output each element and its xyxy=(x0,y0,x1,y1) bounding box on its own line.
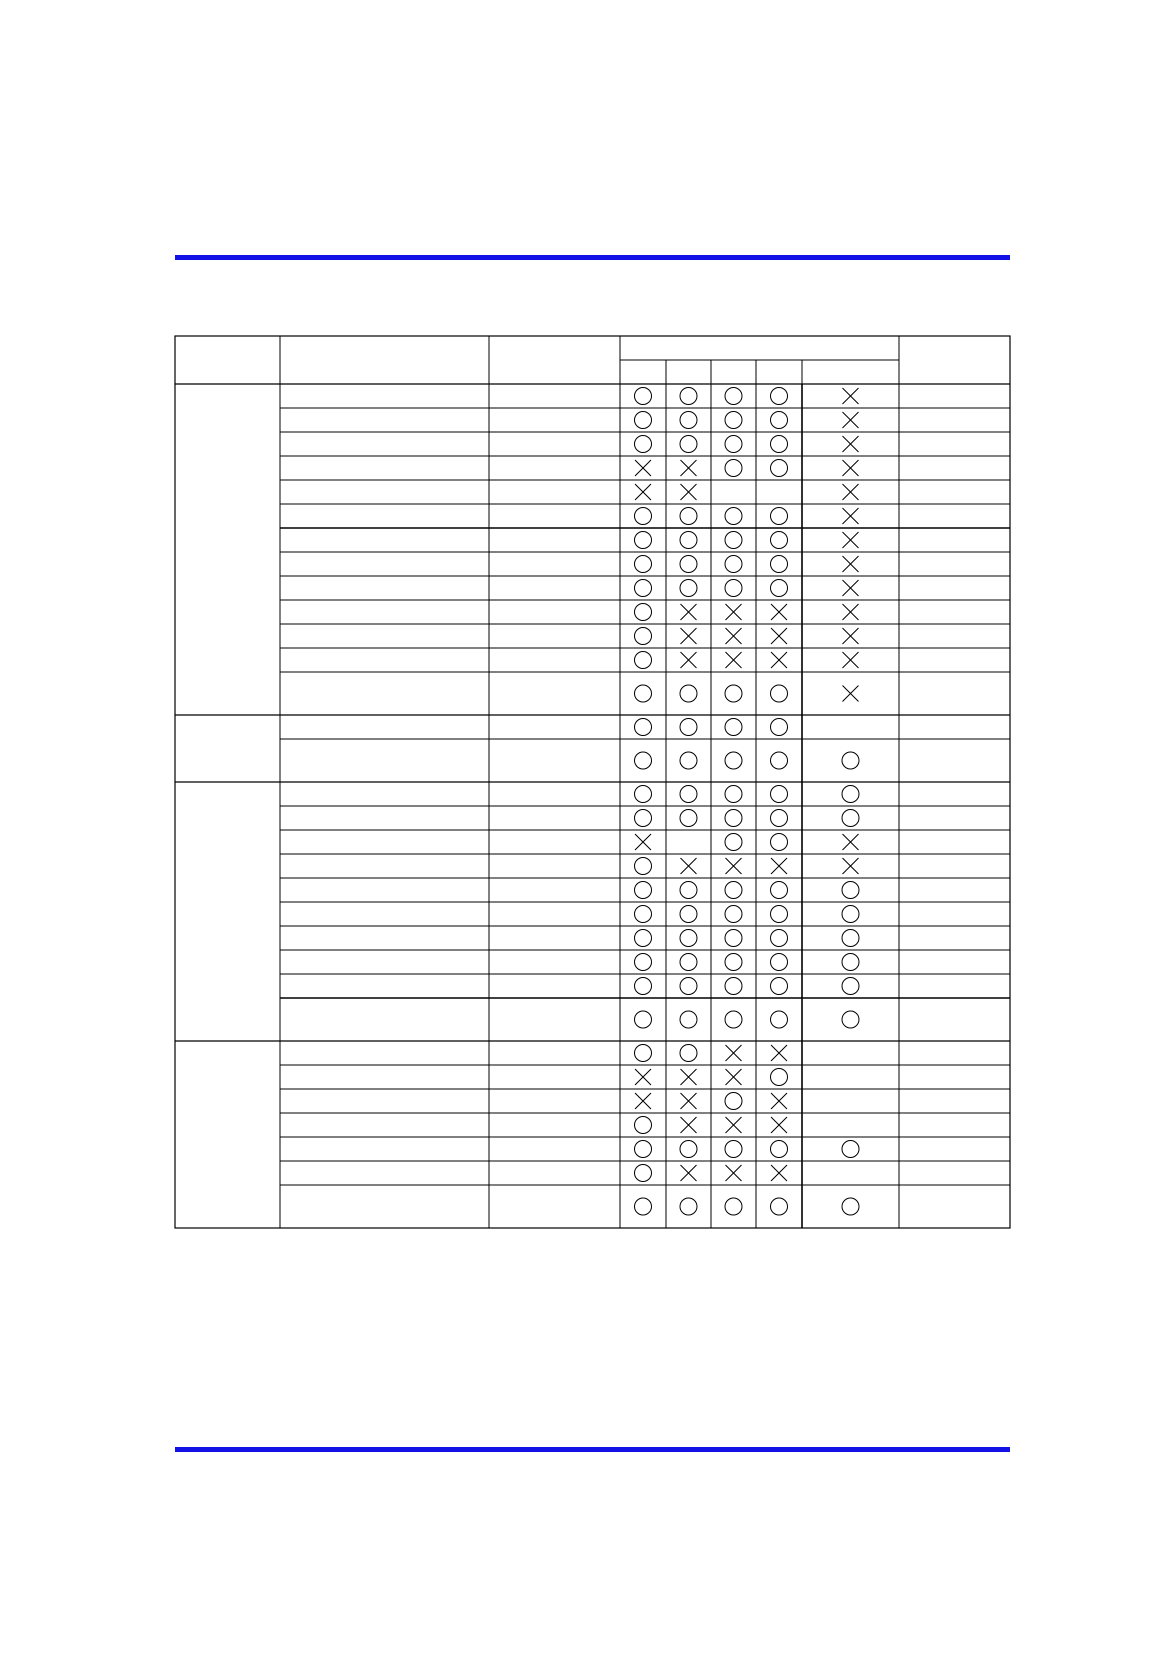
circle-mark xyxy=(635,930,652,947)
circle-mark xyxy=(725,1198,742,1215)
circle-mark xyxy=(635,719,652,736)
cross-mark xyxy=(771,628,787,644)
circle-mark xyxy=(771,834,788,851)
cross-mark xyxy=(726,1165,742,1181)
cross-mark xyxy=(771,1045,787,1061)
circle-mark xyxy=(771,1141,788,1158)
circle-mark xyxy=(842,1198,859,1215)
circle-mark xyxy=(635,652,652,669)
cross-mark xyxy=(635,834,651,850)
circle-mark xyxy=(725,1011,742,1028)
cross-mark xyxy=(771,652,787,668)
cross-mark xyxy=(771,1093,787,1109)
cross-mark xyxy=(635,460,651,476)
circle-mark xyxy=(842,906,859,923)
cross-mark xyxy=(681,652,697,668)
circle-mark xyxy=(771,1011,788,1028)
cross-mark xyxy=(681,1165,697,1181)
circle-mark xyxy=(771,556,788,573)
cross-mark xyxy=(771,604,787,620)
circle-mark xyxy=(680,436,697,453)
circle-mark xyxy=(771,786,788,803)
cross-mark xyxy=(843,460,859,476)
circle-mark xyxy=(725,388,742,405)
circle-mark xyxy=(771,1069,788,1086)
circle-mark xyxy=(842,786,859,803)
cross-mark xyxy=(843,834,859,850)
circle-mark xyxy=(725,834,742,851)
circle-mark xyxy=(771,930,788,947)
circle-mark xyxy=(842,978,859,995)
circle-mark xyxy=(680,412,697,429)
circle-mark xyxy=(771,460,788,477)
cross-mark xyxy=(843,388,859,404)
circle-mark xyxy=(771,532,788,549)
cross-mark xyxy=(726,1045,742,1061)
circle-mark xyxy=(680,1011,697,1028)
cross-mark xyxy=(681,460,697,476)
cross-mark xyxy=(681,484,697,500)
circle-mark xyxy=(725,1093,742,1110)
circle-mark xyxy=(725,532,742,549)
circle-mark xyxy=(635,436,652,453)
circle-mark xyxy=(842,954,859,971)
circle-mark xyxy=(771,580,788,597)
circle-mark xyxy=(842,930,859,947)
circle-mark xyxy=(725,685,742,702)
cross-mark xyxy=(843,858,859,874)
circle-mark xyxy=(842,882,859,899)
circle-mark xyxy=(680,719,697,736)
circle-mark xyxy=(635,1117,652,1134)
circle-mark xyxy=(635,412,652,429)
cross-mark xyxy=(843,580,859,596)
circle-mark xyxy=(680,685,697,702)
circle-mark xyxy=(771,978,788,995)
circle-mark xyxy=(635,532,652,549)
circle-mark xyxy=(680,752,697,769)
circle-mark xyxy=(635,906,652,923)
circle-mark xyxy=(680,786,697,803)
cross-mark xyxy=(681,628,697,644)
circle-mark xyxy=(842,752,859,769)
circle-mark xyxy=(771,436,788,453)
cross-mark xyxy=(843,628,859,644)
cross-mark xyxy=(635,484,651,500)
circle-mark xyxy=(771,906,788,923)
cross-mark xyxy=(681,1069,697,1085)
cross-mark xyxy=(843,532,859,548)
cross-mark xyxy=(771,1117,787,1133)
circle-mark xyxy=(680,906,697,923)
circle-mark xyxy=(635,954,652,971)
circle-mark xyxy=(635,685,652,702)
circle-mark xyxy=(725,580,742,597)
circle-mark xyxy=(635,1141,652,1158)
cross-mark xyxy=(635,1069,651,1085)
circle-mark xyxy=(635,556,652,573)
cross-mark xyxy=(681,858,697,874)
circle-mark xyxy=(635,1011,652,1028)
circle-mark xyxy=(771,508,788,525)
circle-mark xyxy=(725,930,742,947)
circle-mark xyxy=(635,604,652,621)
circle-mark xyxy=(771,954,788,971)
cross-mark xyxy=(726,1069,742,1085)
circle-mark xyxy=(635,1045,652,1062)
circle-mark xyxy=(771,882,788,899)
cross-mark xyxy=(771,1165,787,1181)
circle-mark xyxy=(725,436,742,453)
circle-mark xyxy=(635,508,652,525)
circle-mark xyxy=(771,752,788,769)
cross-mark xyxy=(681,1117,697,1133)
circle-mark xyxy=(680,556,697,573)
cross-mark xyxy=(843,508,859,524)
circle-mark xyxy=(635,978,652,995)
circle-mark xyxy=(725,906,742,923)
circle-mark xyxy=(725,1141,742,1158)
circle-mark xyxy=(725,978,742,995)
circle-mark xyxy=(771,1198,788,1215)
circle-mark xyxy=(680,1045,697,1062)
circle-mark xyxy=(635,628,652,645)
cross-mark xyxy=(843,412,859,428)
circle-mark xyxy=(680,1141,697,1158)
circle-mark xyxy=(725,752,742,769)
circle-mark xyxy=(771,388,788,405)
circle-mark xyxy=(680,810,697,827)
circle-mark xyxy=(680,532,697,549)
circle-mark xyxy=(635,1198,652,1215)
circle-mark xyxy=(635,752,652,769)
circle-mark xyxy=(771,685,788,702)
circle-mark xyxy=(680,978,697,995)
circle-mark xyxy=(680,954,697,971)
circle-mark xyxy=(680,508,697,525)
circle-mark xyxy=(725,460,742,477)
circle-mark xyxy=(842,1141,859,1158)
cross-mark xyxy=(843,652,859,668)
cross-mark xyxy=(843,556,859,572)
cross-mark xyxy=(843,686,859,702)
circle-mark xyxy=(635,810,652,827)
circle-mark xyxy=(635,858,652,875)
cross-mark xyxy=(726,858,742,874)
cross-mark xyxy=(726,1117,742,1133)
circle-mark xyxy=(725,508,742,525)
circle-mark xyxy=(725,882,742,899)
circle-mark xyxy=(680,580,697,597)
cross-mark xyxy=(726,604,742,620)
circle-mark xyxy=(842,810,859,827)
cross-mark xyxy=(681,604,697,620)
circle-mark xyxy=(680,1198,697,1215)
cross-mark xyxy=(635,1093,651,1109)
cross-mark xyxy=(726,628,742,644)
circle-mark xyxy=(635,786,652,803)
circle-mark xyxy=(725,412,742,429)
circle-mark xyxy=(635,388,652,405)
circle-mark xyxy=(725,556,742,573)
circle-mark xyxy=(635,1165,652,1182)
circle-mark xyxy=(771,810,788,827)
cross-mark xyxy=(843,604,859,620)
circle-mark xyxy=(635,580,652,597)
cross-mark xyxy=(843,484,859,500)
circle-mark xyxy=(771,412,788,429)
cross-mark xyxy=(843,436,859,452)
circle-mark xyxy=(635,882,652,899)
cross-mark xyxy=(681,1093,697,1109)
circle-mark xyxy=(725,719,742,736)
circle-mark xyxy=(842,1011,859,1028)
circle-mark xyxy=(680,930,697,947)
cross-mark xyxy=(771,858,787,874)
cross-mark xyxy=(726,652,742,668)
circle-mark xyxy=(771,719,788,736)
circle-mark xyxy=(680,388,697,405)
circle-mark xyxy=(725,810,742,827)
circle-mark xyxy=(725,954,742,971)
circle-mark xyxy=(725,786,742,803)
circle-mark xyxy=(680,882,697,899)
